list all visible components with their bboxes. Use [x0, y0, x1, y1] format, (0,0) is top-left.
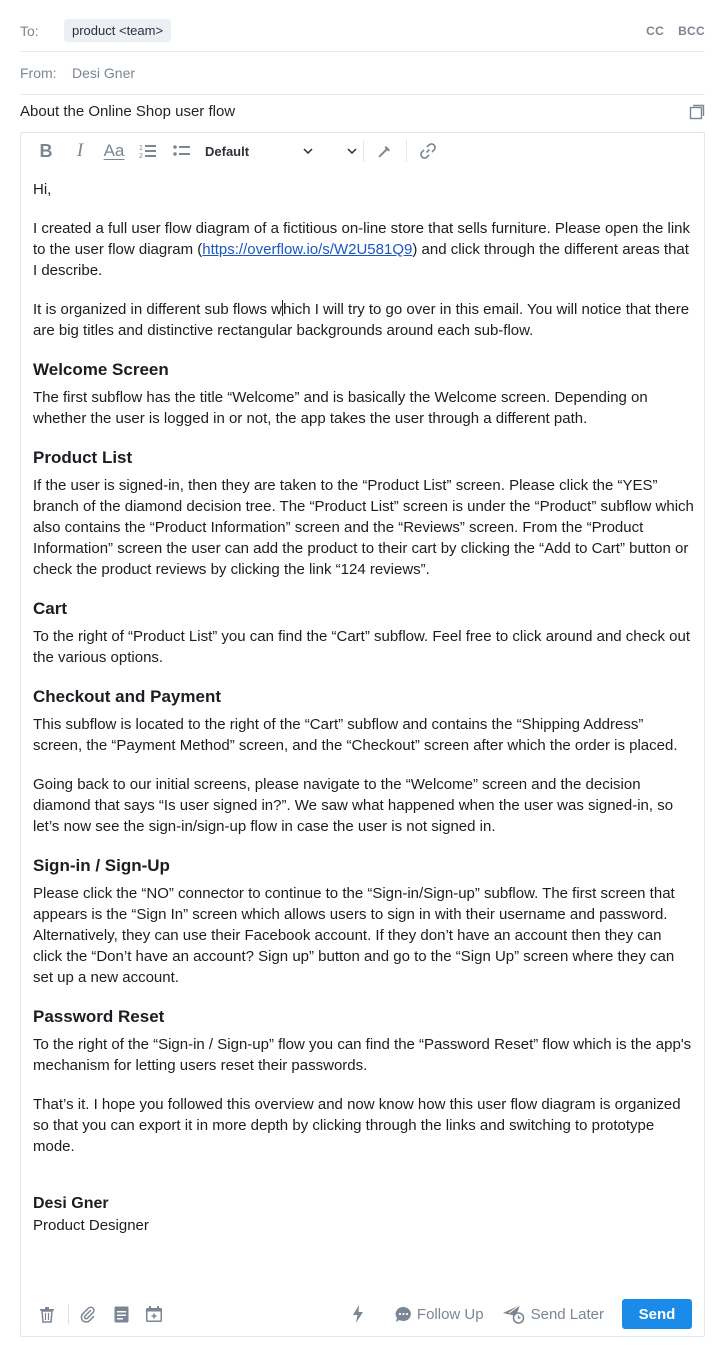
diagram-link[interactable]: https://overflow.io/s/W2U581Q9	[202, 241, 413, 258]
section-paragraph: To the right of “Product List” you can find the “Cart” subflow. Feel free to click around and check out the various options.	[33, 628, 690, 666]
section-paragraph: The first subflow has the title “Welcome” and is basically the Welcome screen. Depending on whether the user is logged in or not, the app takes the user through a different path.	[33, 389, 648, 427]
lightning-icon[interactable]	[344, 1300, 372, 1328]
link-icon[interactable]	[411, 137, 445, 165]
cc-button[interactable]: CC	[646, 23, 665, 38]
message-body[interactable]	[33, 179, 694, 1237]
intro-paragraph: I created a full user flow diagram of a fictitious on-line store that sells furniture. Please open the link to the user flow diagram (https://overflow.io/s/W2U581Q9) and click through the different areas that I describe.	[33, 220, 691, 279]
font-size-icon[interactable]: Aa	[103, 141, 125, 160]
cc-bcc-group	[646, 24, 705, 38]
follow-up-label: Follow Up	[416, 1305, 484, 1323]
popout-icon[interactable]	[689, 104, 705, 120]
numbered-list-icon[interactable]	[131, 137, 165, 165]
section-heading: Password Reset	[33, 1007, 165, 1026]
chevron-down-icon	[347, 148, 357, 154]
color-picker-icon[interactable]	[368, 137, 402, 165]
calendar-add-icon[interactable]	[140, 1300, 168, 1328]
toolbar-divider	[406, 140, 407, 162]
send-button[interactable]: Send	[622, 1299, 692, 1329]
font-family-select[interactable]	[199, 138, 319, 164]
font-size-select[interactable]	[319, 138, 359, 164]
send-later-label: Send Later	[530, 1305, 604, 1323]
italic-icon[interactable]: I	[76, 140, 84, 161]
chevron-down-icon	[303, 148, 313, 154]
section-heading: Welcome Screen	[33, 360, 169, 379]
bcc-button[interactable]: BCC	[678, 23, 705, 38]
svg-text:1: 1	[139, 145, 143, 152]
section-heading: Sign-in / Sign-Up	[33, 856, 170, 875]
organized-paragraph: It is organized in different sub flows which I will try to go over in this email. You will notice that there are big titles and distinctive rectangular backgrounds around each sub-flow.	[33, 301, 690, 339]
subject-field[interactable]: About the Online Shop user flow	[20, 103, 236, 120]
send-actions	[344, 1299, 692, 1329]
signature-name: Desi Gner	[33, 1195, 109, 1212]
toolbar-divider	[363, 140, 364, 162]
trash-icon[interactable]	[33, 1300, 61, 1328]
section-heading: Checkout and Payment	[33, 687, 221, 706]
to-row	[20, 10, 705, 52]
signature	[33, 1193, 694, 1237]
bullet-list-icon[interactable]	[165, 137, 199, 165]
action-divider	[68, 1304, 69, 1324]
message-editor	[20, 132, 705, 1337]
from-row	[20, 52, 705, 95]
template-icon[interactable]	[107, 1300, 135, 1328]
svg-text:2: 2	[139, 153, 143, 159]
signature-title: Product Designer	[33, 1217, 149, 1234]
section-heading: Cart	[33, 599, 68, 618]
paperclip-icon[interactable]	[74, 1300, 102, 1328]
section-paragraph: If the user is signed-in, then they are taken to the “Product List” screen. Please click the “YES” branch of the diamond decision tree. The “Product List” screen is under the “Product” subflow which also contains the “Product Information” screen and the “Reviews” screen. From the “Product Information” screen the user can add the product to their cart by clicking the “Add to Cart” button or check the product reviews by clicking the link “124 reviews”.	[33, 477, 694, 578]
section-paragraph: Going back to our initial screens, please navigate to the “Welcome” screen and the decision diamond that says “Is user signed in?”. We saw what happened when the user was signed-in, so let’s now see the sign-in/sign-up flow in case the user is not signed in.	[33, 776, 674, 835]
chat-bubble-icon	[395, 1306, 412, 1323]
section-heading: Product List	[33, 448, 133, 467]
section-paragraph: To the right of the “Sign-in / Sign-up” flow you can find the “Password Reset” flow which is the app's mechanism for letting users reset their passwords.	[33, 1036, 692, 1074]
section-paragraph: This subflow is located to the right of the “Cart” subflow and contains the “Shipping Address” screen, the “Payment Method” screen, and the “Checkout” screen after which the order is placed.	[33, 716, 678, 754]
to-label: To:	[20, 22, 39, 39]
section-paragraph: Please click the “NO” connector to continue to the “Sign-in/Sign-up” subflow. The first screen that appears is the “Sign In” screen which allows users to sign in with their username and password. Alternatively, they can use their Facebook account. If they don’t have an account then they can click the “Don’t have an account? Sign up” button and go to the “Sign Up” screen where they can set up a new account.	[33, 885, 675, 986]
recipient-chip[interactable]: product <team>	[64, 19, 171, 42]
font-select-value: Default	[205, 143, 250, 159]
send-later-button[interactable]	[502, 1304, 604, 1324]
send-later-icon	[502, 1304, 526, 1324]
greeting: Hi,	[33, 181, 52, 198]
section-paragraph: That’s it. I hope you followed this overview and now know how this user flow diagram is organized so that you can export it in more depth by clicking through the links and switching to prototype mode.	[33, 1096, 681, 1155]
from-label: From:	[20, 65, 57, 81]
from-value[interactable]: Desi Gner	[72, 65, 136, 81]
bold-icon[interactable]: B	[39, 140, 53, 161]
compose-actions-bar	[21, 1292, 704, 1336]
format-toolbar	[21, 133, 704, 169]
follow-up-button[interactable]	[395, 1306, 484, 1323]
